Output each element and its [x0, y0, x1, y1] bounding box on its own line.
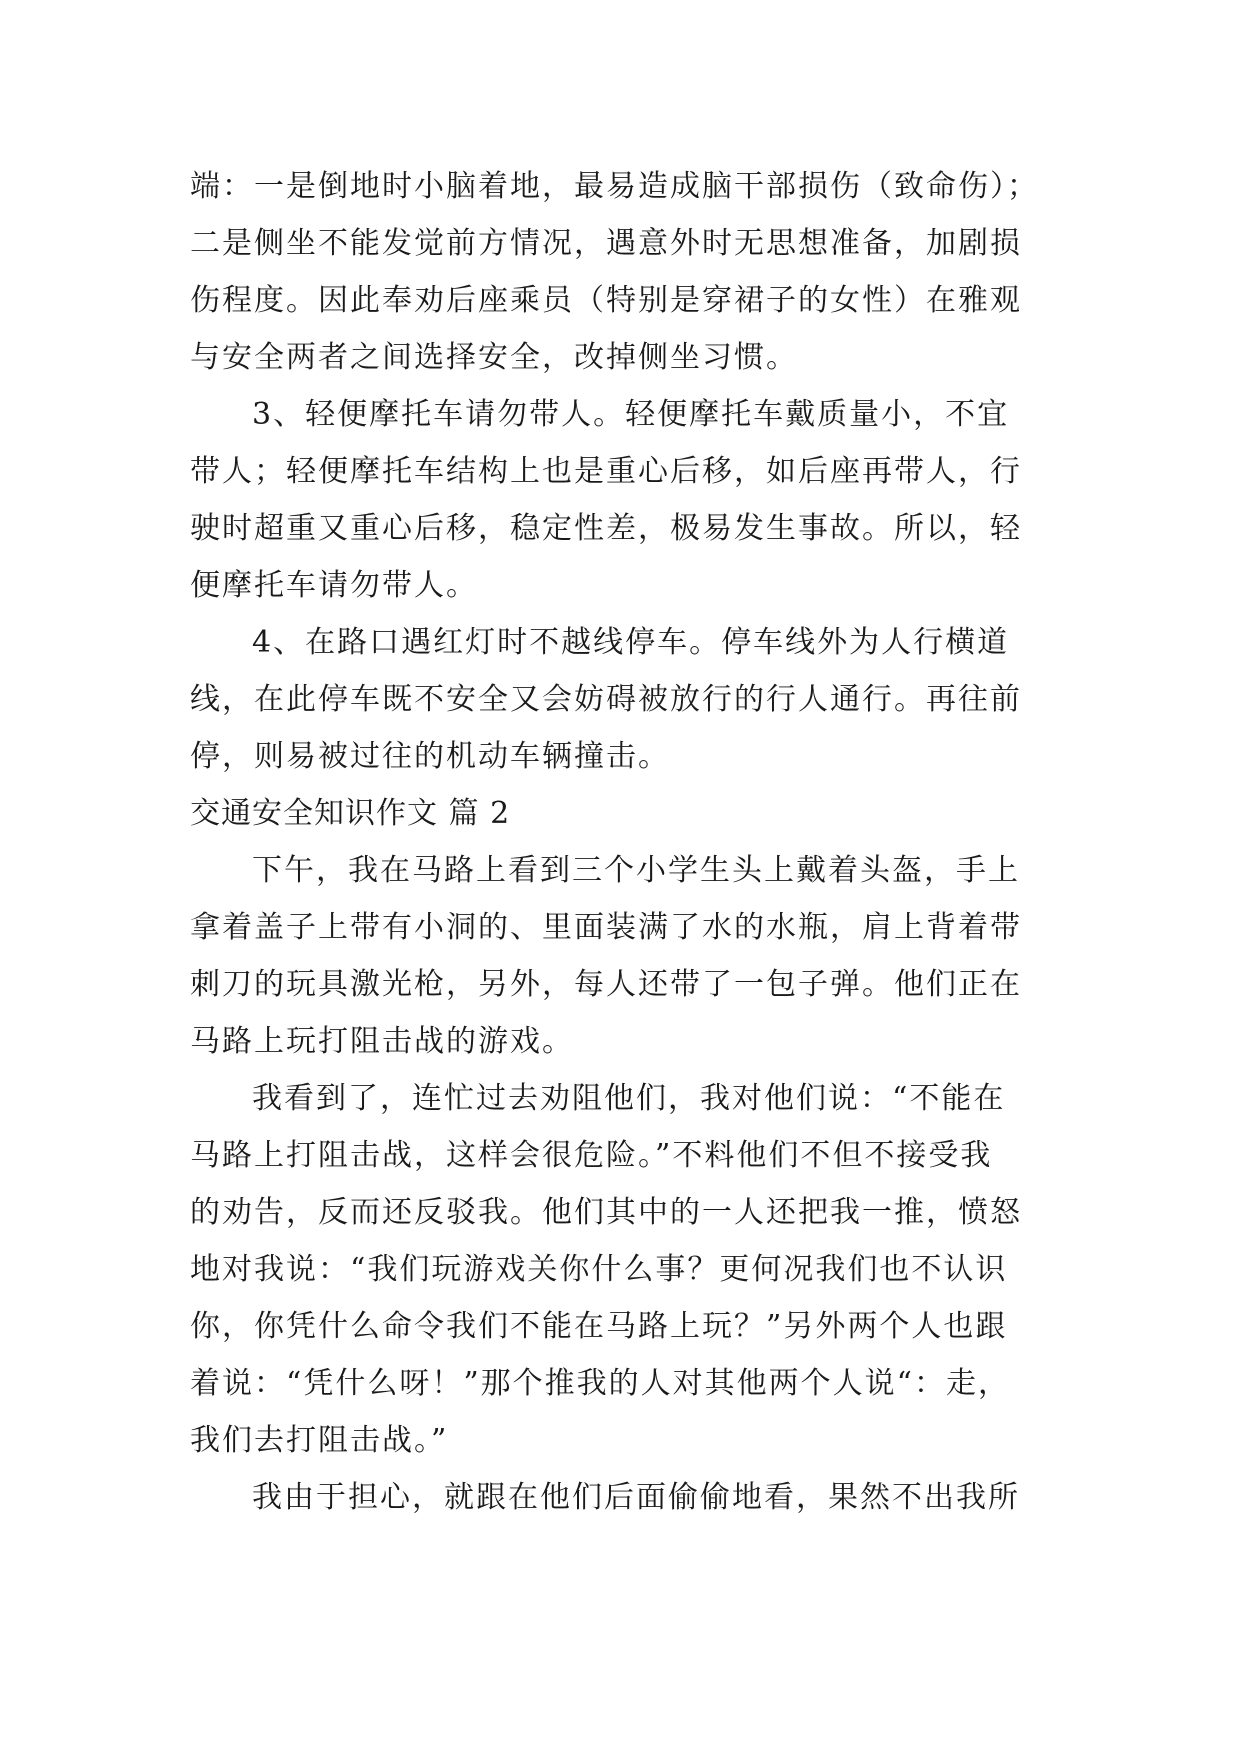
text-line: 我们去打阻击战。”	[190, 1423, 449, 1458]
text-line: 带人；轻便摩托车结构上也是重心后移，如后座再带人，行	[190, 454, 1022, 489]
text-line: 线，在此停车既不安全又会妨碍被放行的行人通行。再往前	[190, 682, 1022, 717]
text-line: 刺刀的玩具激光枪，另外，每人还带了一包子弹。他们正在	[190, 967, 1022, 1002]
text-line: 马路上玩打阻击战的游戏。	[190, 1024, 574, 1059]
text-line: 拿着盖子上带有小洞的、里面装满了水的水瓶，肩上背着带	[190, 910, 1022, 945]
text-line: 4、在路口遇红灯时不越线停车。停车线外为人行横道	[252, 625, 1010, 660]
text-line: 的劝告，反而还反驳我。他们其中的一人还把我一推，愤怒	[190, 1195, 1022, 1230]
section-heading: 交通安全知识作文 篇 2	[190, 796, 511, 831]
text-line: 你，你凭什么命令我们不能在马路上玩？”另外两个人也跟	[190, 1309, 1008, 1344]
text-line: 地对我说：“我们玩游戏关你什么事？更何况我们也不认识	[190, 1252, 1008, 1287]
text-line: 端：一是倒地时小脑着地，最易造成脑干部损伤（致命伤）；	[190, 169, 1039, 204]
text-line: 伤程度。因此奉劝后座乘员（特别是穿裙子的女性）在雅观	[190, 283, 1022, 318]
text-line: 马路上打阻击战，这样会很危险。”不料他们不但不接受我	[190, 1138, 993, 1173]
text-line: 3、轻便摩托车请勿带人。轻便摩托车戴质量小，不宜	[252, 397, 1010, 432]
text-line: 下午，我在马路上看到三个小学生头上戴着头盔，手上	[252, 853, 1020, 888]
text-line: 与安全两者之间选择安全，改掉侧坐习惯。	[190, 340, 798, 375]
text-line: 我看到了，连忙过去劝阻他们，我对他们说：“不能在	[252, 1081, 1006, 1116]
document-body	[190, 158, 1050, 1526]
text-line: 驶时超重又重心后移，稳定性差，极易发生事故。所以，轻	[190, 511, 1022, 546]
text-line: 着说：“凭什么呀！”那个推我的人对其他两个人说“：走，	[190, 1366, 1011, 1401]
text-line: 二是侧坐不能发觉前方情况，遇意外时无思想准备，加剧损	[190, 226, 1022, 261]
text-line: 便摩托车请勿带人。	[190, 568, 478, 603]
text-line: 停，则易被过往的机动车辆撞击。	[190, 739, 670, 774]
text-line: 我由于担心，就跟在他们后面偷偷地看，果然不出我所	[252, 1480, 1020, 1515]
